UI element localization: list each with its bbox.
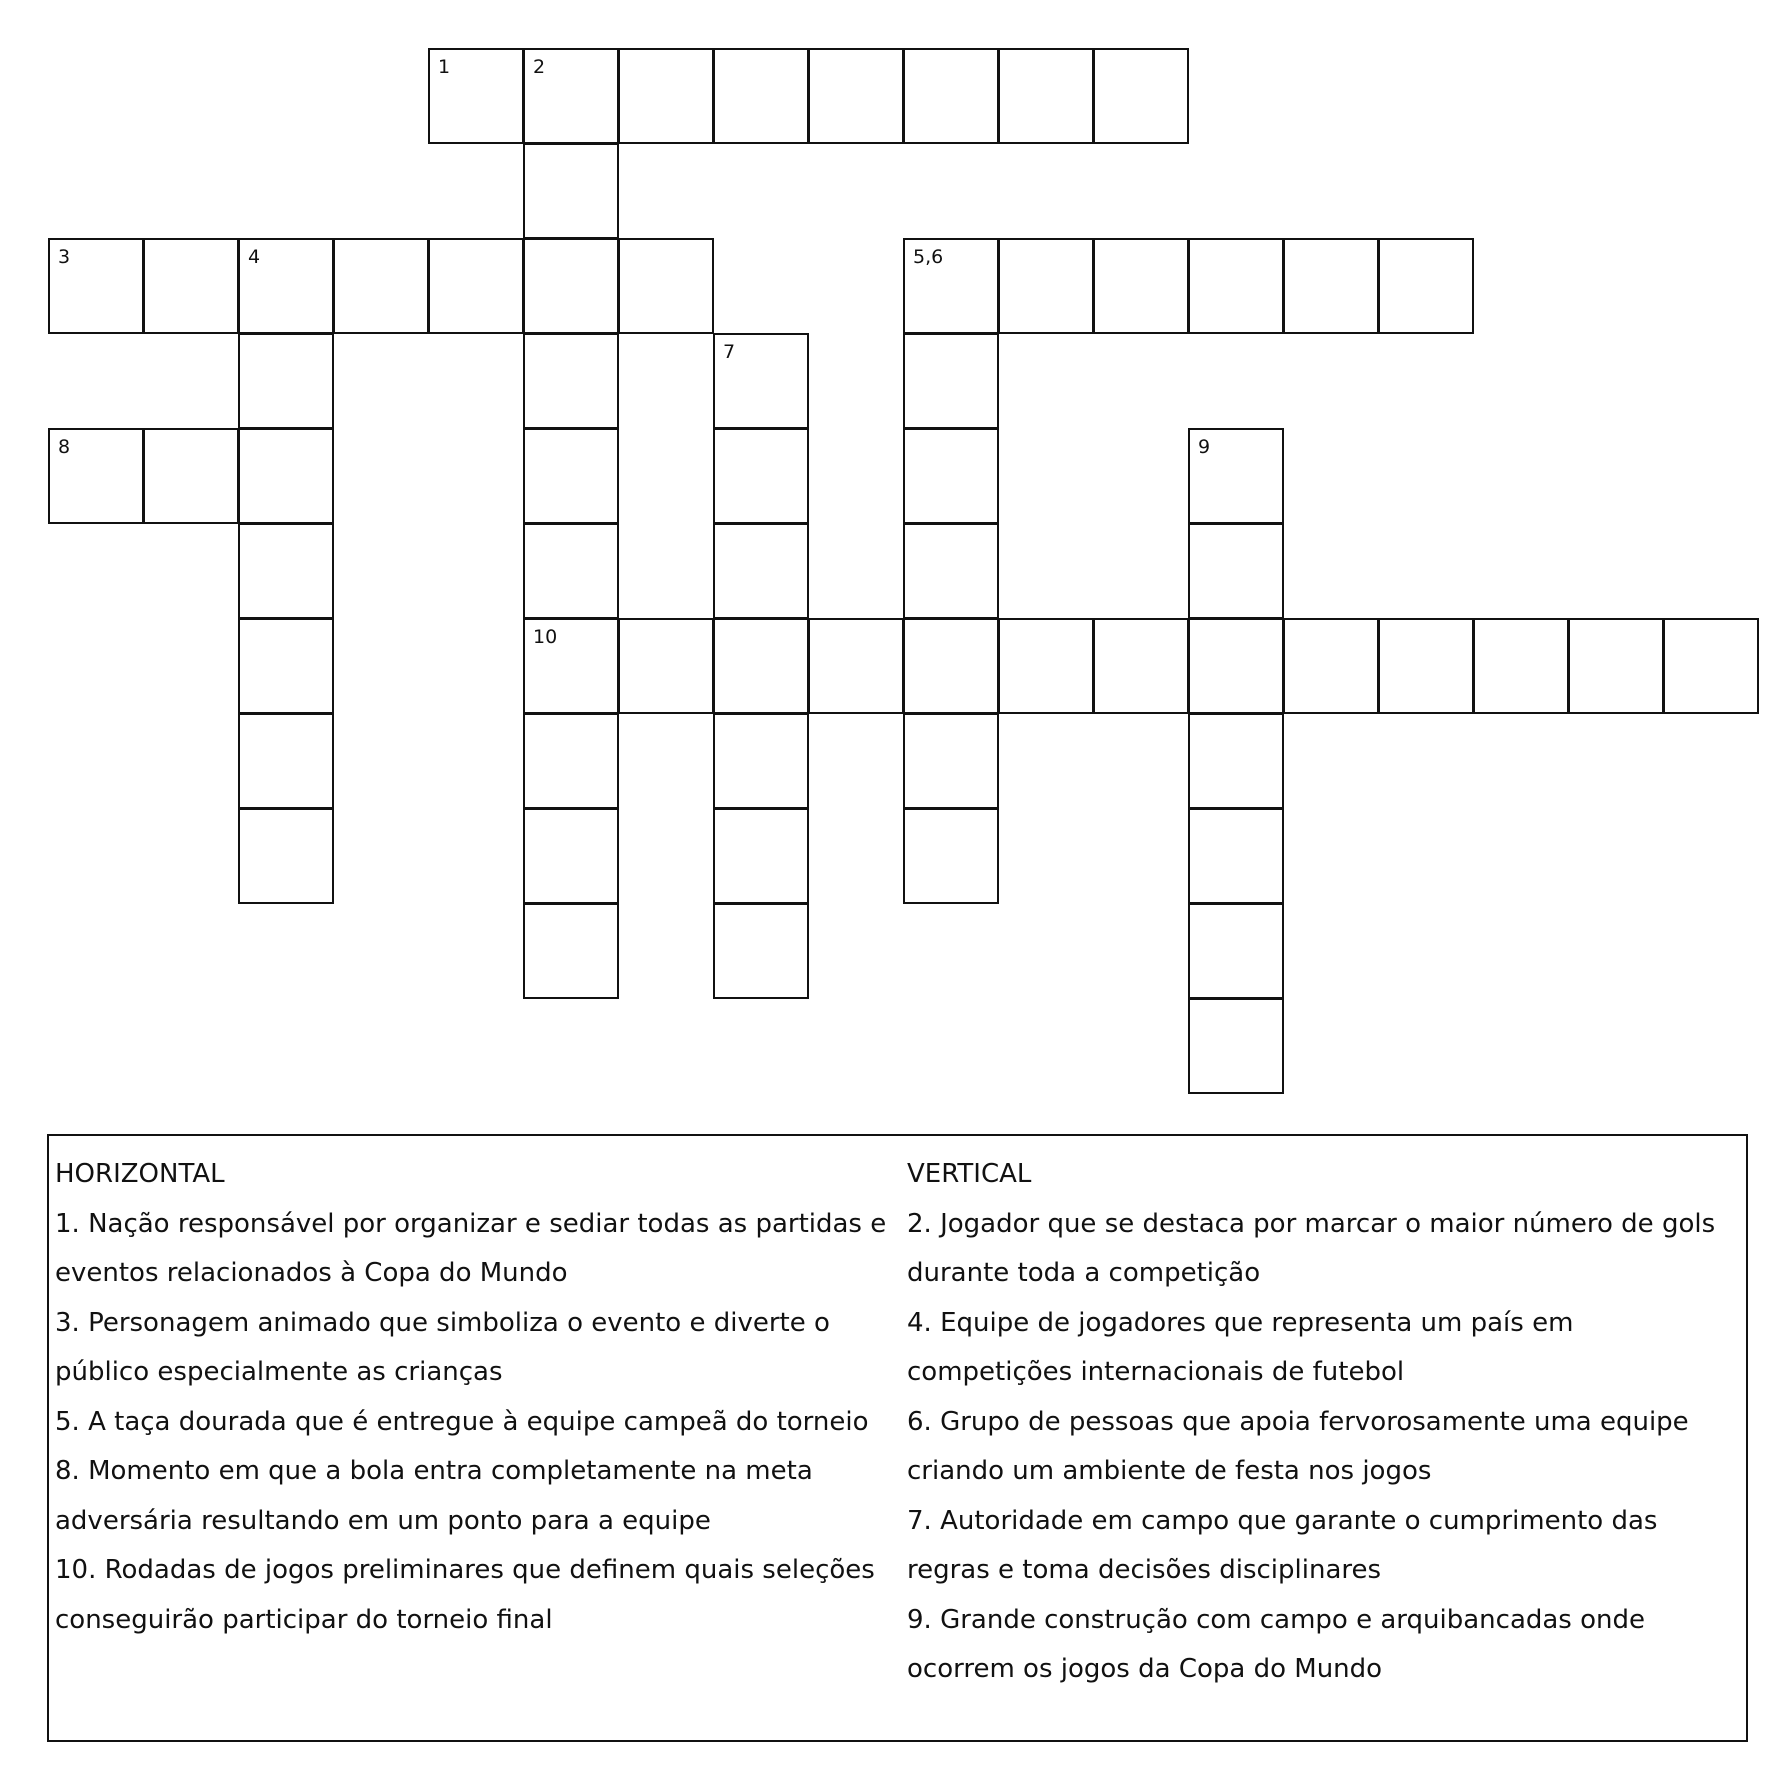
grid-cell[interactable] (808, 618, 904, 714)
grid-cell[interactable] (523, 523, 619, 619)
grid-cell[interactable] (998, 618, 1094, 714)
grid-cell[interactable] (1283, 238, 1379, 334)
grid-cell[interactable] (523, 333, 619, 429)
grid-cell[interactable] (238, 713, 334, 809)
grid-cell[interactable] (523, 238, 619, 334)
grid-cell[interactable] (903, 618, 999, 714)
grid-cell[interactable] (1093, 48, 1189, 144)
clue-down-7: 7. Autoridade em campo que garante o cumprimento das regras e toma decisões disciplinares (907, 1505, 1658, 1585)
grid-cell[interactable] (143, 428, 239, 524)
cell-number: 5,6 (913, 246, 944, 268)
cell-number: 8 (58, 436, 71, 458)
grid-cell[interactable] (1188, 808, 1284, 904)
clue-down-6: 6. Grupo de pessoas que apoia fervorosamente uma equipe criando um ambiente de festa nos jogos (907, 1406, 1689, 1486)
grid-cell[interactable] (713, 903, 809, 999)
grid-cell[interactable] (1093, 618, 1189, 714)
cell-number: 2 (533, 56, 546, 78)
grid-cell[interactable] (428, 48, 524, 144)
clues-box (47, 1134, 1748, 1742)
grid-cell[interactable] (713, 618, 809, 714)
grid-cell[interactable] (713, 48, 809, 144)
grid-cell[interactable] (1188, 998, 1284, 1094)
cell-number: 9 (1198, 436, 1211, 458)
grid-cell[interactable] (523, 618, 619, 714)
grid-cell[interactable] (523, 48, 619, 144)
grid-cell[interactable] (238, 523, 334, 619)
grid-cell[interactable] (143, 238, 239, 334)
clue-across-8: 8. Momento em que a bola entra completamente na meta adversária resultando em um ponto para a equipe (55, 1456, 813, 1536)
grid-cell[interactable] (1378, 238, 1474, 334)
grid-cell[interactable] (1188, 428, 1284, 524)
grid-cell[interactable] (238, 618, 334, 714)
grid-cell[interactable] (1378, 618, 1474, 714)
grid-cell[interactable] (903, 238, 999, 334)
clue-down-4: 4. Equipe de jogadores que representa um país em competições internacionais de futebol (907, 1307, 1574, 1387)
grid-cell[interactable] (1283, 618, 1379, 714)
grid-cell[interactable] (903, 713, 999, 809)
cell-number: 1 (438, 56, 451, 78)
clue-down-9: 9. Grande construção com campo e arquibancadas onde ocorrem os jogos da Copa do Mundo (907, 1604, 1646, 1684)
grid-cell[interactable] (998, 48, 1094, 144)
grid-cell[interactable] (1568, 618, 1664, 714)
clue-across-3: 3. Personagem animado que simboliza o evento e diverte o público especialmente as crianças (55, 1307, 830, 1387)
grid-cell[interactable] (523, 903, 619, 999)
grid-cell[interactable] (238, 428, 334, 524)
clue-across-10: 10. Rodadas de jogos preliminares que definem quais seleções conseguirão participar do torneio final (55, 1555, 875, 1635)
grid-cell[interactable] (238, 808, 334, 904)
grid-cell[interactable] (808, 48, 904, 144)
clue-down-2: 2. Jogador que se destaca por marcar o maior número de gols durante toda a competição (907, 1208, 1716, 1288)
grid-cell[interactable] (903, 808, 999, 904)
grid-cell[interactable] (523, 713, 619, 809)
grid-cell[interactable] (713, 808, 809, 904)
grid-cell[interactable] (48, 238, 144, 334)
grid-cell[interactable] (1663, 618, 1759, 714)
grid-cell[interactable] (618, 618, 714, 714)
vertical-heading: VERTICAL (907, 1159, 1032, 1189)
grid-cell[interactable] (428, 238, 524, 334)
grid-cell[interactable] (618, 48, 714, 144)
clue-across-5: 5. A taça dourada que é entregue à equipe campeã do torneio (55, 1406, 869, 1437)
grid-cell[interactable] (1188, 238, 1284, 334)
grid-cell[interactable] (998, 238, 1094, 334)
grid-cell[interactable] (713, 713, 809, 809)
grid-cell[interactable] (238, 238, 334, 334)
grid-cell[interactable] (713, 428, 809, 524)
grid-cell[interactable] (1093, 238, 1189, 334)
vertical-clues (907, 1150, 1745, 1695)
cell-number: 10 (533, 626, 558, 648)
horizontal-clues (55, 1150, 897, 1645)
grid-cell[interactable] (333, 238, 429, 334)
grid-cell[interactable] (903, 428, 999, 524)
grid-cell[interactable] (903, 333, 999, 429)
grid-cell[interactable] (713, 523, 809, 619)
grid-cell[interactable] (523, 143, 619, 239)
horizontal-heading: HORIZONTAL (55, 1159, 225, 1189)
grid-cell[interactable] (523, 428, 619, 524)
grid-cell[interactable] (903, 523, 999, 619)
cell-number: 4 (248, 246, 261, 268)
grid-cell[interactable] (1188, 618, 1284, 714)
clue-across-1: 1. Nação responsável por organizar e sediar todas as partidas e eventos relacionados à Copa do Mundo (55, 1208, 887, 1288)
grid-cell[interactable] (238, 333, 334, 429)
grid-cell[interactable] (903, 48, 999, 144)
grid-cell[interactable] (523, 808, 619, 904)
grid-cell[interactable] (1188, 903, 1284, 999)
grid-cell[interactable] (618, 238, 714, 334)
grid-cell[interactable] (1473, 618, 1569, 714)
grid-cell[interactable] (1188, 523, 1284, 619)
grid-cell[interactable] (713, 333, 809, 429)
cell-number: 7 (723, 341, 736, 363)
grid-cell[interactable] (1188, 713, 1284, 809)
cell-number: 3 (58, 246, 71, 268)
grid-cell[interactable] (48, 428, 144, 524)
